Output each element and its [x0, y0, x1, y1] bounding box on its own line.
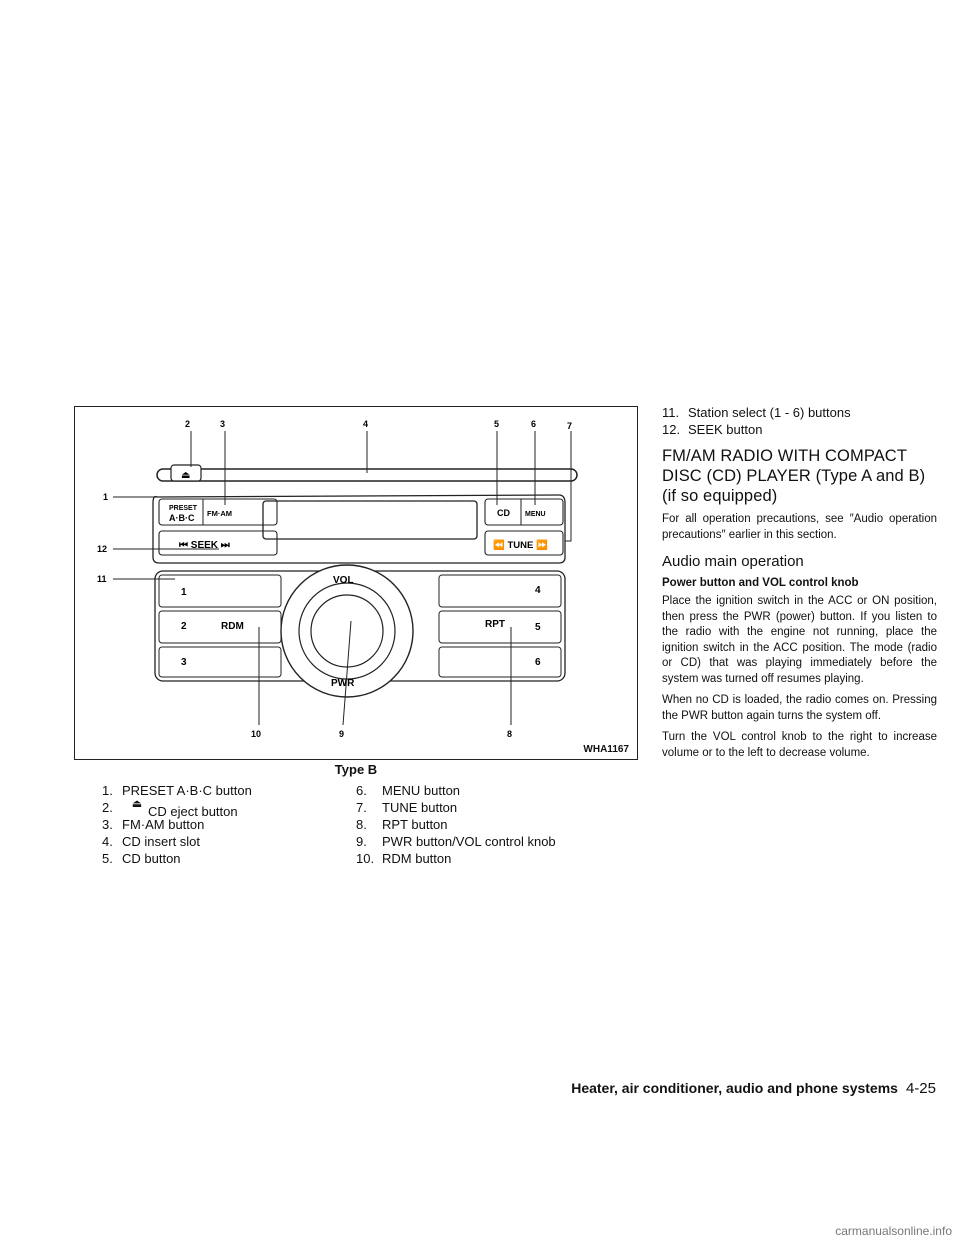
seek-label: ⏮ SEEK ⏭: [179, 540, 230, 551]
legend-item: 3. FM·AM button: [102, 817, 205, 832]
paragraph: Place the ignition switch in the ACC or ON position, then press the PWR (power) button. If you listen to the radio with the engine not running, place the ignition switch in the ACC position. The mode (radio or CD) that was playing immediately before the system was turned off resumes playing.: [662, 595, 937, 685]
legend-item: 8. RPT button: [356, 817, 448, 832]
upper-panel: [153, 495, 565, 563]
callout-8: 8: [507, 729, 513, 739]
radio-diagram: [75, 407, 639, 761]
display-window: [263, 501, 477, 539]
figure-caption: Type B: [334, 762, 378, 777]
callout-4: 4: [363, 419, 369, 429]
section-title: FM/AM RADIO WITH COMPACT DISC (CD) PLAYER (Type A and B) (if so equipped): [662, 447, 926, 505]
legend-item: 4. CD insert slot: [102, 834, 201, 849]
callout-9: 9: [339, 729, 345, 739]
subsection-title: Audio main operation: [662, 553, 804, 570]
paragraph: Turn the VOL control knob to the right to increase volume or to the left to decrease volume.: [662, 731, 937, 759]
callout-11: 11: [97, 574, 107, 584]
callout-3: 3: [220, 419, 226, 429]
callout-5: 5: [494, 419, 500, 429]
figure-code: WHA1167: [583, 744, 629, 755]
text-column: [662, 404, 937, 767]
callout-2: 2: [185, 419, 191, 429]
legend-left: [102, 782, 332, 867]
menu-label: MENU: [525, 511, 546, 518]
watermark: carmanualsonline.info: [835, 1224, 952, 1238]
station-3: 3: [181, 657, 187, 668]
cd-label: CD: [497, 508, 510, 518]
tune-label: ⏪ TUNE ⏩: [493, 540, 548, 551]
intro-paragraph: For all operation precautions, see ″Audio operation precautions″ earlier in this section.: [662, 513, 937, 541]
legend-item: 1. PRESET A·B·C button: [102, 783, 252, 798]
subheading: Power button and VOL control knob: [662, 577, 859, 589]
legend-item: 6. MENU button: [356, 783, 461, 798]
page-footer: [571, 1080, 936, 1097]
callout-10: 10: [251, 729, 262, 739]
station-2: 2: [181, 621, 187, 632]
legend-item: 9. PWR button/VOL control knob: [356, 834, 556, 849]
radio-figure: [74, 406, 638, 760]
paragraph: When no CD is loaded, the radio comes on. Pressing the PWR button again turns the system off.: [662, 694, 937, 722]
vol-label: VOL: [333, 575, 354, 586]
legend-item: 11. Station select (1 - 6) buttons: [662, 405, 851, 420]
station-4: 4: [535, 585, 541, 596]
station-1: 1: [181, 587, 187, 598]
eject-icon: ⏏: [181, 470, 191, 481]
callout-12: 12: [97, 544, 108, 554]
preset-label: PRESET: [169, 505, 198, 512]
legend-col3: [662, 404, 937, 438]
legend-item: 2. ⏏ CD eject button: [102, 798, 238, 819]
rpt-label: RPT: [485, 619, 505, 630]
station-6: 6: [535, 657, 541, 668]
footer-section: Heater, air conditioner, audio and phone systems: [571, 1080, 898, 1096]
pwr-label: PWR: [331, 678, 355, 689]
legend-item: 12. SEEK button: [662, 422, 763, 437]
legend-right: [356, 782, 646, 867]
fm-am-label: FM·AM: [207, 509, 232, 518]
callout-1: 1: [103, 492, 109, 502]
callout-6: 6: [531, 419, 537, 429]
rdm-label: RDM: [221, 621, 244, 632]
station-5: 5: [535, 622, 541, 633]
vol-knob: [311, 595, 383, 667]
abc-label: A·B·C: [169, 513, 195, 523]
legend-item: 5. CD button: [102, 851, 181, 866]
eject-icon: ⏏: [131, 798, 143, 810]
legend-item: 10. RDM button: [356, 851, 452, 866]
page-number: 4-25: [905, 1080, 936, 1097]
callout-7: 7: [567, 421, 573, 431]
legend-item: 7. TUNE button: [356, 800, 458, 815]
